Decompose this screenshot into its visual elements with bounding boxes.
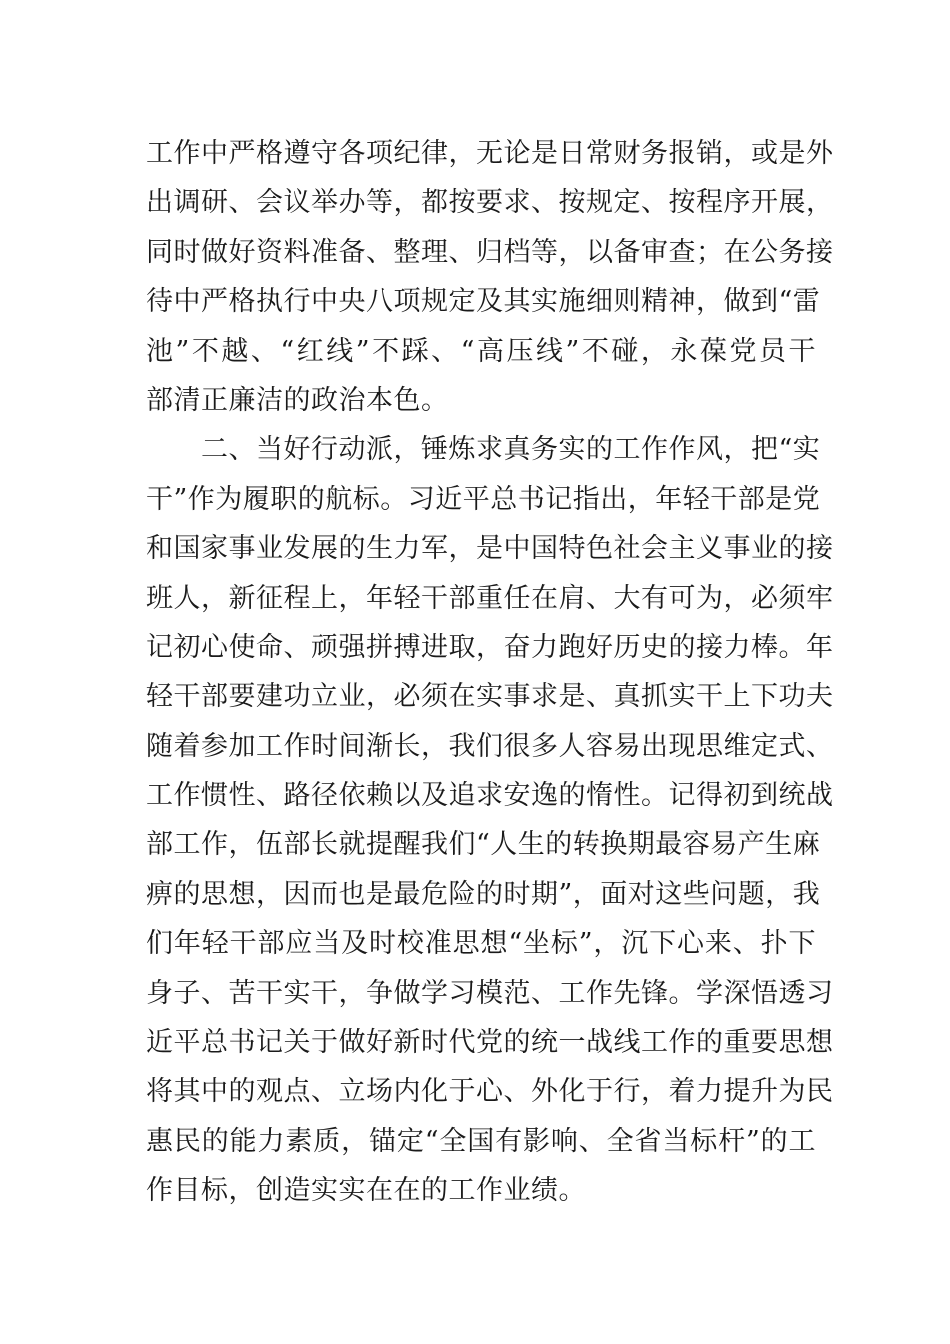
text-line: 班人，新征程上，年轻干部重任在肩、大有可为，必须牢 [146,582,834,614]
text-line: 干”作为履职的航标。习近平总书记指出，年轻干部是党 [146,483,821,515]
document-body [146,129,834,1216]
text-line: 部工作，伍部长就提醒我们“人生的转换期最容易产生麻 [146,829,821,861]
text-line-first: 二、当好行动派，锤炼求真务实的工作作风，把“实 [201,434,821,466]
text-line: 记初心使命、顽强拼搏进取，奋力跑好历史的接力棒。年 [146,631,834,663]
paragraph-discipline [146,129,834,425]
text-line: 痹的思想，因而也是最危险的时期”，面对这些问题，我 [146,878,821,910]
text-line: 同时做好资料准备、整理、归档等，以备审查；在公务接 [146,236,834,268]
paragraph-section-two [146,425,834,1215]
text-line: 工作惯性、路径依赖以及追求安逸的惰性。记得初到统战 [146,780,834,812]
text-line: 待中严格执行中央八项规定及其实施细则精神，做到“雷 [146,286,821,318]
text-line: 惠民的能力素质，锚定“全国有影响、全省当标杆”的工 [146,1125,816,1157]
text-line: 和国家事业发展的生力军，是中国特色社会主义事业的接 [146,533,834,565]
text-line: 将其中的观点、立场内化于心、外化于行，着力提升为民 [146,1076,834,1108]
text-line: 们年轻干部应当及时校准思想“坐标”，沉下心来、扑下 [146,928,816,960]
text-line: 近平总书记关于做好新时代党的统一战线工作的重要思想 [146,1027,834,1059]
text-line: 作目标，创造实实在在的工作业绩。 [146,1175,586,1207]
text-line: 池”不越、“红线”不踩、“高压线”不碰，永葆党员干 [146,335,816,367]
text-line: 工作中严格遵守各项纪律，无论是日常财务报销，或是外 [146,138,834,169]
text-line: 部清正廉洁的政治本色。 [146,384,449,416]
text-line: 出调研、会议举办等，都按要求、按规定、按程序开展， [146,187,834,219]
text-line: 轻干部要建功立业，必须在实事求是、真抓实干上下功夫 [146,681,834,713]
text-line: 随着参加工作时间渐长，我们很多人容易出现思维定式、 [146,730,834,762]
text-line: 身子、苦干实干，争做学习模范、工作先锋。学深悟透习 [146,977,834,1009]
